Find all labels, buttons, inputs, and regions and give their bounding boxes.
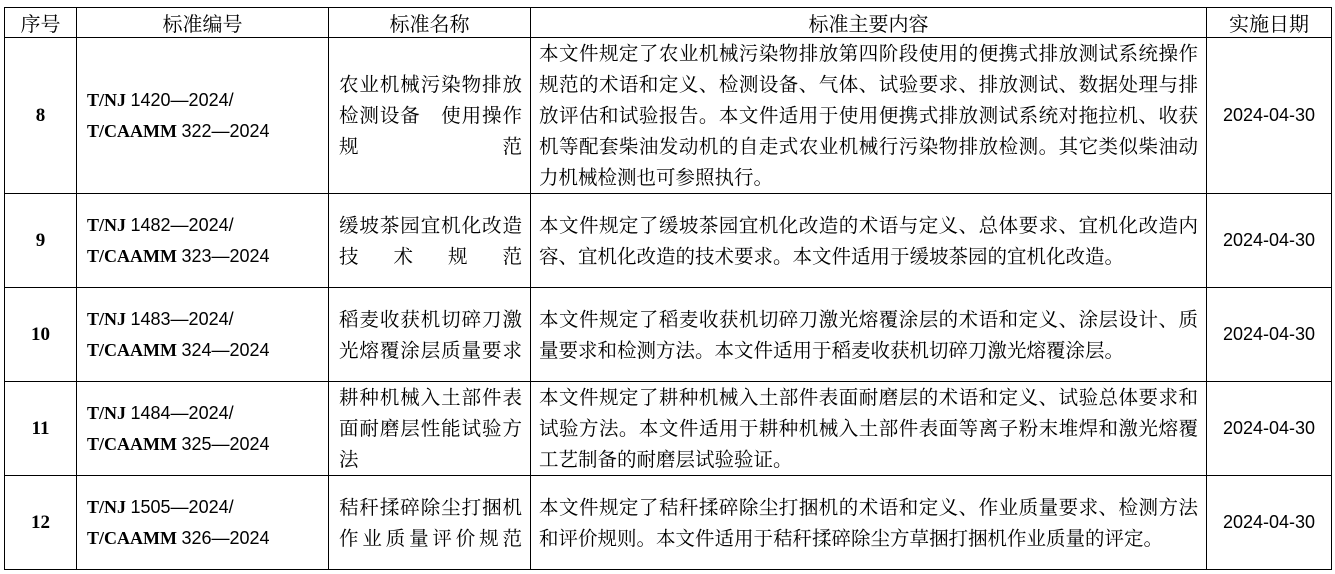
row-index: 12 <box>5 476 77 570</box>
header-standard-name: 标准名称 <box>329 8 531 38</box>
code-nj-number: 1505—2024/ <box>130 496 234 517</box>
code-nj-prefix: T/NJ <box>87 214 131 235</box>
code-nj-prefix: T/NJ <box>87 496 131 517</box>
standard-content: 本文件规定了缓坡茶园宜机化改造的术语与定义、总体要求、宜机化改造内容、宜机化改造的技术要求。本文件适用于缓坡茶园的宜机化改造。 <box>531 194 1207 288</box>
standard-name: 稻麦收获机切碎刀激光熔覆涂层质量要求 <box>329 288 531 382</box>
code-nj-prefix: T/NJ <box>87 308 131 329</box>
code-caamm-number: 322—2024 <box>181 120 270 141</box>
code-caamm-prefix: T/CAAMM <box>87 120 182 141</box>
standard-code <box>77 194 329 288</box>
standard-content: 本文件规定了秸秆揉碎除尘打捆机的术语和定义、作业质量要求、检测方法和评价规则。本文件适用于秸秆揉碎除尘方草捆打捆机作业质量的评定。 <box>531 476 1207 570</box>
code-nj-prefix: T/NJ <box>87 89 131 110</box>
effective-date: 2024-04-30 <box>1207 288 1332 382</box>
table-row <box>5 382 1332 476</box>
effective-date: 2024-04-30 <box>1207 194 1332 288</box>
standard-code <box>77 476 329 570</box>
standard-code <box>77 382 329 476</box>
code-caamm-number: 325—2024 <box>181 433 270 454</box>
code-caamm-prefix: T/CAAMM <box>87 433 182 454</box>
code-nj-number: 1483—2024/ <box>130 308 234 329</box>
code-caamm-prefix: T/CAAMM <box>87 527 182 548</box>
standard-name: 缓坡茶园宜机化改造技术规范 <box>329 194 531 288</box>
standard-code <box>77 288 329 382</box>
code-caamm-number: 326—2024 <box>181 527 270 548</box>
effective-date: 2024-04-30 <box>1207 38 1332 194</box>
code-caamm-number: 323—2024 <box>181 245 270 266</box>
header-index: 序号 <box>5 8 77 38</box>
standard-code <box>77 38 329 194</box>
table-header-row <box>5 8 1332 38</box>
standard-name: 秸秆揉碎除尘打捆机 作业质量评价规范 <box>329 476 531 570</box>
standard-content: 本文件规定了农业机械污染物排放第四阶段使用的便携式排放测试系统操作规范的术语和定义、检测设备、气体、试验要求、排放测试、数据处理与排放评估和试验报告。本文件适用于使用便携式排放测试系统对拖拉机、收获机等配套柴油发动机的自走式农业机械行污染物排放检测。其它类似柴油动力机械检测也可参照执行。 <box>531 38 1207 194</box>
header-main-content: 标准主要内容 <box>531 8 1207 38</box>
standard-name: 农业机械污染物排放检测设备 使用操作规范 <box>329 38 531 194</box>
standard-content: 本文件规定了耕种机械入土部件表面耐磨层的术语和定义、试验总体要求和试验方法。本文件适用于耕种机械入土部件表面等离子粉末堆焊和激光熔覆工艺制备的耐磨层试验验证。 <box>531 382 1207 476</box>
header-standard-code: 标准编号 <box>77 8 329 38</box>
row-index: 11 <box>5 382 77 476</box>
row-index: 10 <box>5 288 77 382</box>
header-effective-date: 实施日期 <box>1207 8 1332 38</box>
row-index: 8 <box>5 38 77 194</box>
effective-date: 2024-04-30 <box>1207 476 1332 570</box>
table-row <box>5 38 1332 194</box>
code-nj-number: 1484—2024/ <box>130 402 234 423</box>
code-nj-prefix: T/NJ <box>87 402 131 423</box>
table-row <box>5 194 1332 288</box>
code-nj-number: 1420—2024/ <box>130 89 234 110</box>
standard-content: 本文件规定了稻麦收获机切碎刀激光熔覆涂层的术语和定义、涂层设计、质量要求和检测方法。本文件适用于稻麦收获机切碎刀激光熔覆涂层。 <box>531 288 1207 382</box>
code-nj-number: 1482—2024/ <box>130 214 234 235</box>
table-row <box>5 476 1332 570</box>
effective-date: 2024-04-30 <box>1207 382 1332 476</box>
standards-table <box>4 7 1332 570</box>
code-caamm-prefix: T/CAAMM <box>87 339 182 360</box>
standard-name: 耕种机械入土部件表面耐磨层性能试验方法 <box>329 382 531 476</box>
code-caamm-prefix: T/CAAMM <box>87 245 182 266</box>
table-row <box>5 288 1332 382</box>
row-index: 9 <box>5 194 77 288</box>
code-caamm-number: 324—2024 <box>181 339 270 360</box>
